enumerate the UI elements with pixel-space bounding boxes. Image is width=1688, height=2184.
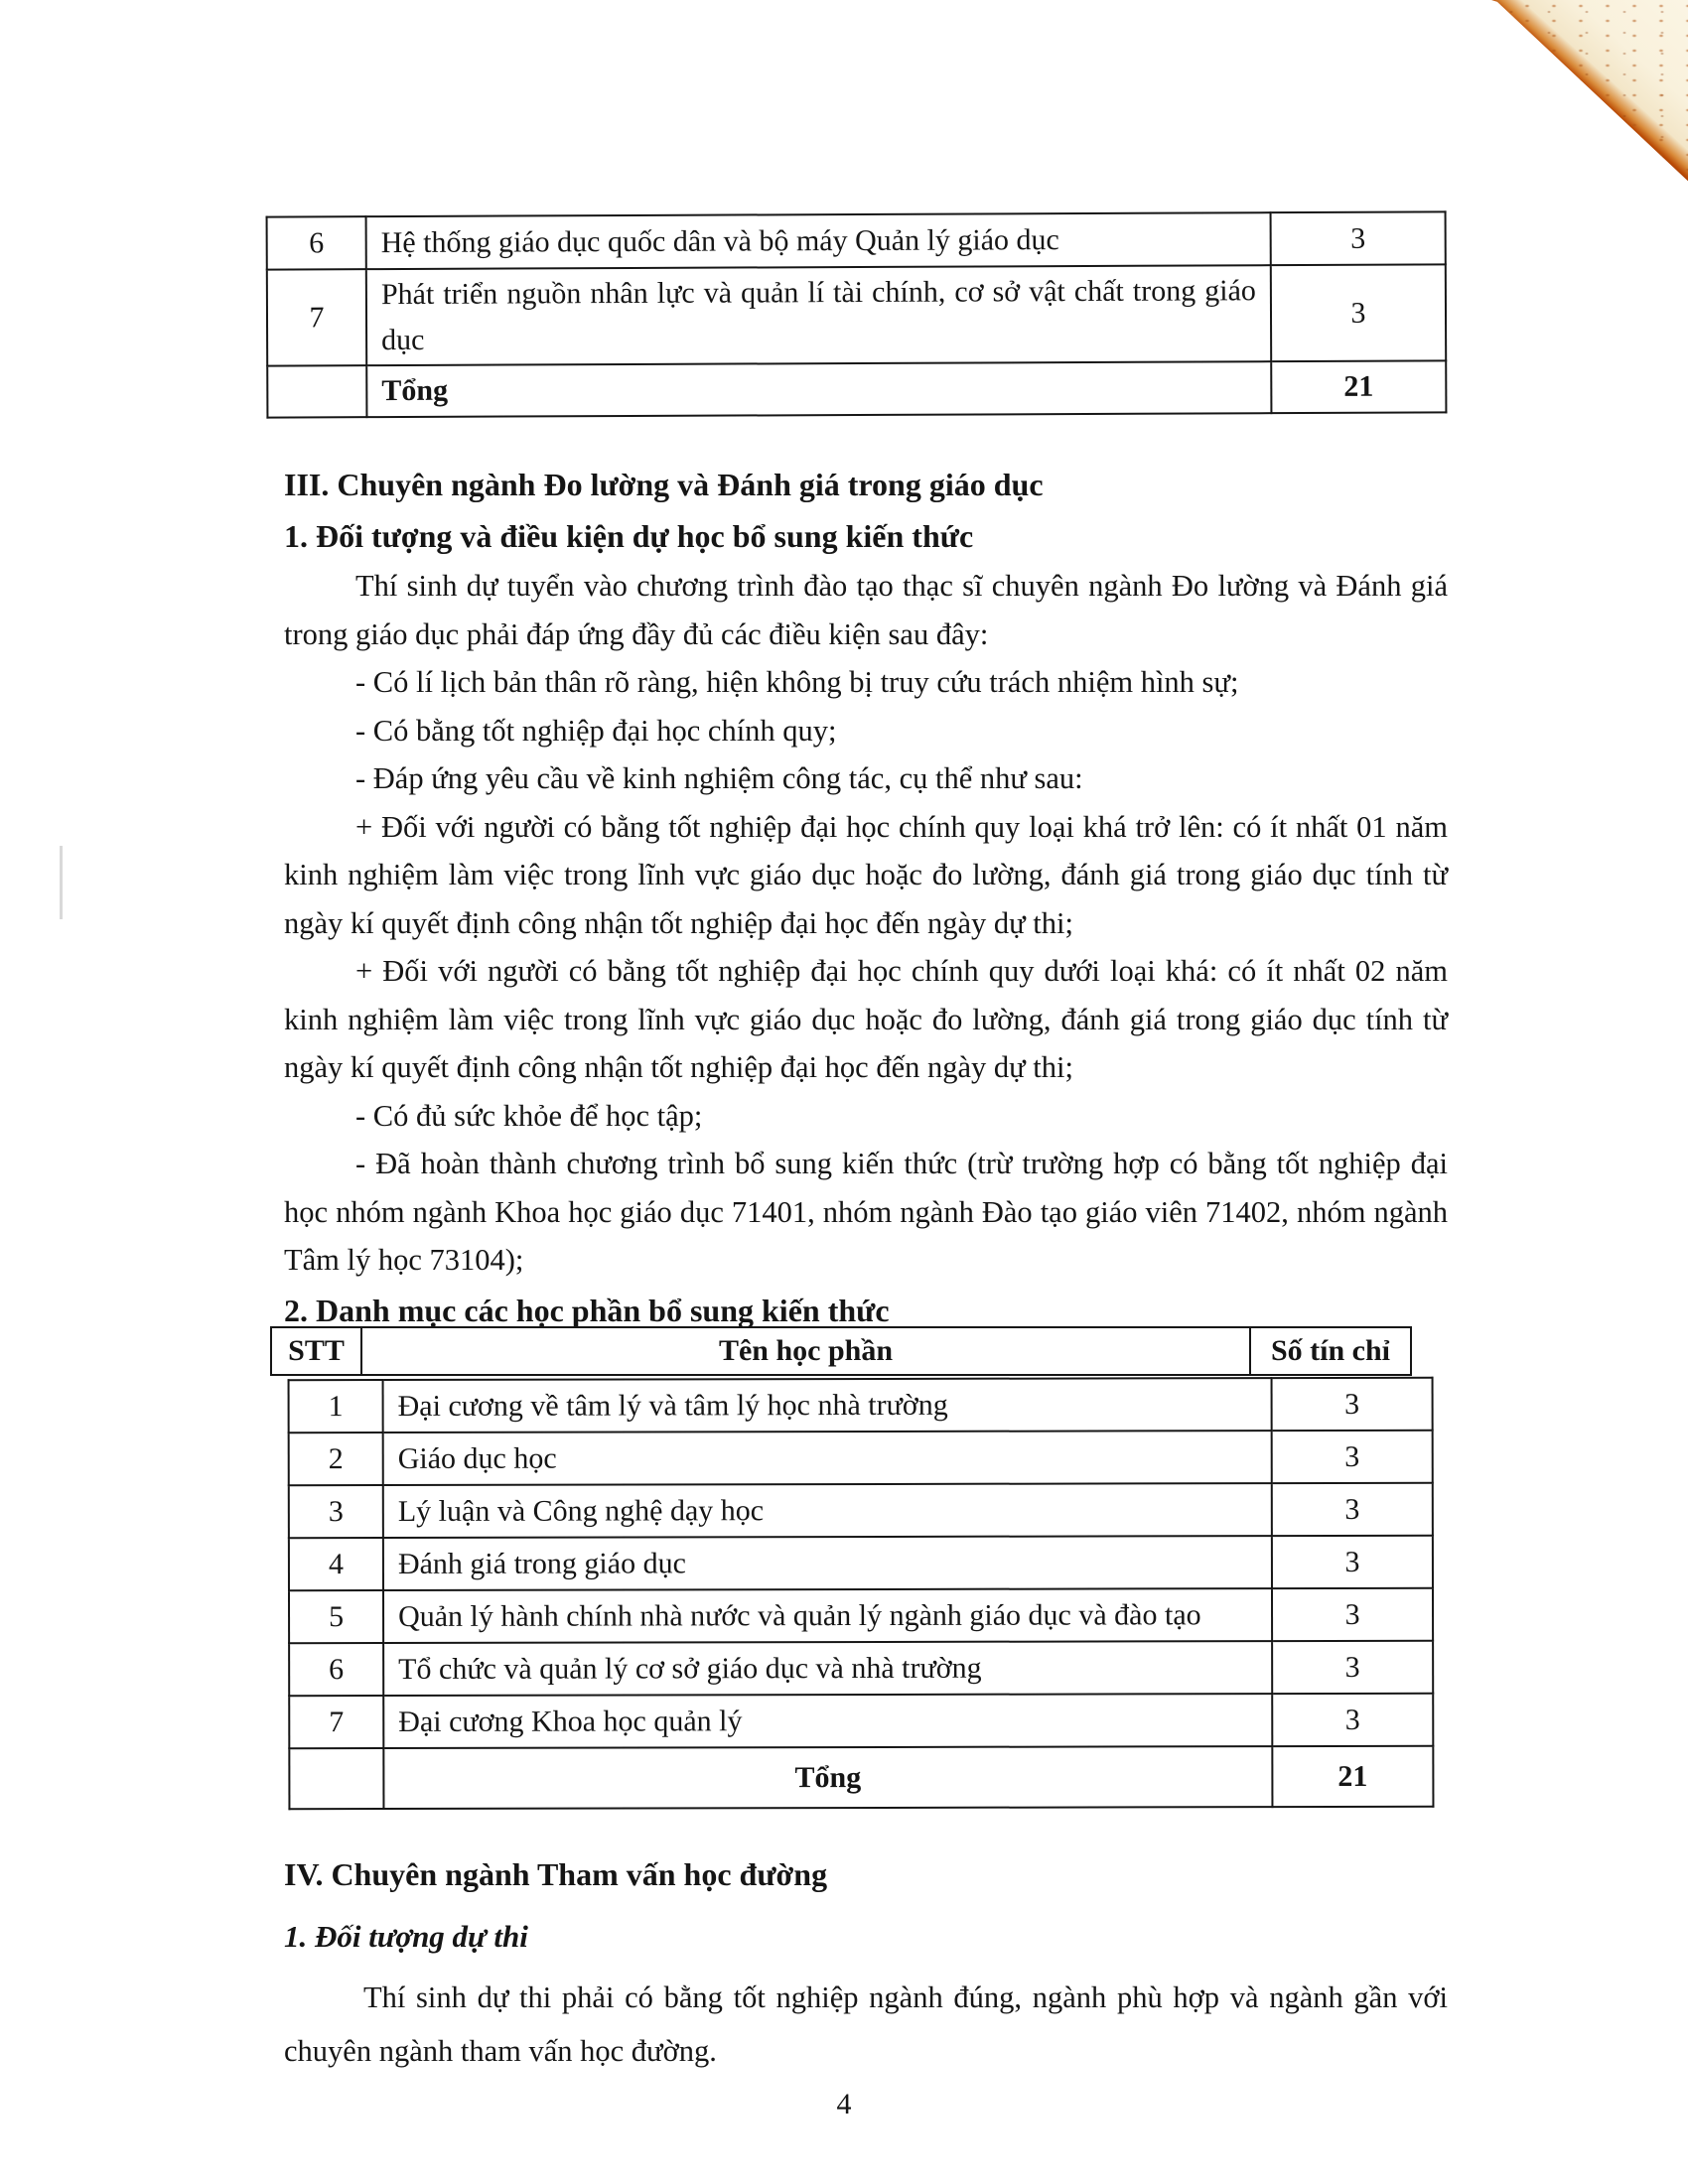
course-credits: 3 [1272, 1694, 1433, 1746]
row-number: 6 [289, 1643, 383, 1696]
row-number: 7 [267, 269, 366, 365]
section-iii-sub1-heading: 1. Đối tượng và điều kiện dự học bổ sung kiến thức [284, 518, 974, 554]
row-number: 2 [289, 1433, 383, 1485]
course-credits: 3 [1272, 1641, 1433, 1694]
paragraph: + Đối với người có bằng tốt nghiệp đại học chính quy loại khá trở lên: có ít nhất 01 năm kinh nghiệm làm việc trong lĩnh vực giáo dục hoặc đo lường, đánh giá trong giáo dục tính từ ngày kí quyết định công nhận tốt nghiệp đại học đến ngày dự thi; [284, 809, 1448, 940]
table-row [289, 1431, 1433, 1485]
course-credits: 3 [1271, 264, 1446, 361]
table-total-row [289, 1746, 1433, 1809]
table-row [289, 1694, 1433, 1748]
table-row [289, 1536, 1433, 1590]
section-iii-heading: III. Chuyên ngành Đo lường và Đánh giá trong giáo dục [284, 467, 1044, 502]
course-credits: 3 [1272, 1483, 1433, 1536]
total-value: 21 [1272, 1746, 1433, 1807]
row-number: 5 [289, 1590, 383, 1643]
course-name: Đại cương Khoa học quản lý [383, 1694, 1272, 1748]
header-stt: STT [272, 1328, 362, 1374]
empty-cell [267, 365, 366, 417]
page-number: 4 [836, 2088, 852, 2120]
paragraph: Thí sinh dự tuyển vào chương trình đào tạo thạc sĩ chuyên ngành Đo lường và Đánh giá trong giáo dục phải đáp ứng đầy đủ các điều kiện sau đây: [284, 569, 1448, 651]
bullet-line: - Có lí lịch bản thân rõ ràng, hiện không bị truy cứu trách nhiệm hình sự; [355, 665, 1239, 699]
bullet-line: - Có bằng tốt nghiệp đại học chính quy; [355, 713, 837, 748]
course-name: Đánh giá trong giáo dục [383, 1536, 1272, 1590]
row-number: 7 [289, 1696, 383, 1748]
header-credits: Số tín chỉ [1270, 1334, 1391, 1367]
section-iv-heading: IV. Chuyên ngành Tham vấn học đường [284, 1856, 828, 1892]
section-iii [284, 459, 1448, 1336]
paragraph: - Đã hoàn thành chương trình bổ sung kiến thức (trừ trường hợp có bằng tốt nghiệp đại học nhóm ngành Khoa học giáo dục 71401, nhóm ngành Đào tạo giáo viên 71402, nhóm ngành Tâm lý học 73104); [284, 1147, 1448, 1277]
scan-margin-mark [60, 846, 63, 919]
table-row [267, 264, 1446, 365]
section-iii-sub2-heading: 2. Danh mục các học phần bổ sung kiến thức [284, 1292, 890, 1328]
course-name: Lý luận và Công nghệ dạy học [383, 1483, 1272, 1538]
table-row [267, 211, 1446, 269]
paragraph: + Đối với người có bằng tốt nghiệp đại học chính quy dưới loại khá: có ít nhất 02 năm kinh nghiệm làm việc trong lĩnh vực giáo dục hoặc đo lường, đánh giá trong giáo dục tính từ ngày kí quyết định công nhận tốt nghiệp đại học đến ngày dự thi; [284, 954, 1448, 1084]
row-number: 4 [289, 1538, 383, 1590]
row-number: 1 [289, 1380, 383, 1433]
bullet-line: - Có đủ sức khỏe để học tập; [355, 1098, 703, 1133]
course-name: Hệ thống giáo dục quốc dân và bộ máy Quản lý giáo dục [366, 212, 1271, 269]
total-label: Tổng [383, 1746, 1272, 1809]
course-credits: 3 [1272, 1431, 1433, 1483]
table-row [289, 1483, 1433, 1538]
table-row [289, 1641, 1433, 1696]
course-credits: 3 [1272, 1378, 1433, 1431]
empty-cell [289, 1748, 383, 1809]
credits-table-top [266, 210, 1448, 418]
course-name: Giáo dục học [383, 1431, 1272, 1485]
table-total-row [267, 360, 1446, 417]
paragraph: Thí sinh dự thi phải có bằng tốt nghiệp ngành đúng, ngành phù hợp và ngành gần với chuyên ngành tham vấn học đường. [284, 1980, 1448, 2068]
course-credits: 3 [1272, 1536, 1433, 1588]
total-label: Tổng [366, 361, 1271, 417]
course-credits: 3 [1271, 211, 1446, 265]
course-credits: 3 [1272, 1588, 1433, 1641]
row-number: 3 [289, 1485, 383, 1538]
section-iv [284, 1848, 1448, 2078]
courses-table-header [270, 1326, 1412, 1376]
course-name: Quản lý hành chính nhà nước và quản lý ngành giáo dục và đào tạo [383, 1588, 1272, 1643]
total-value: 21 [1271, 360, 1446, 413]
course-name: Tổ chức và quản lý cơ sở giáo dục và nhà trường [383, 1641, 1272, 1696]
courses-table [288, 1377, 1435, 1810]
table-row [289, 1588, 1433, 1643]
table-row [289, 1378, 1433, 1433]
course-name: Đại cương về tâm lý và tâm lý học nhà trường [383, 1378, 1272, 1433]
bullet-line: - Đáp ứng yêu cầu về kinh nghiệm công tác, cụ thể như sau: [355, 761, 1083, 795]
section-iv-sub1-heading: 1. Đối tượng dự thi [284, 1919, 528, 1954]
course-name: Phát triển nguồn nhân lực và quản lí tài chính, cơ sở vật chất trong giáo dục [366, 265, 1271, 365]
header-course-name: Tên học phần [362, 1328, 1251, 1374]
scan-corner-artifact [1491, 0, 1688, 189]
row-number: 6 [267, 216, 366, 269]
